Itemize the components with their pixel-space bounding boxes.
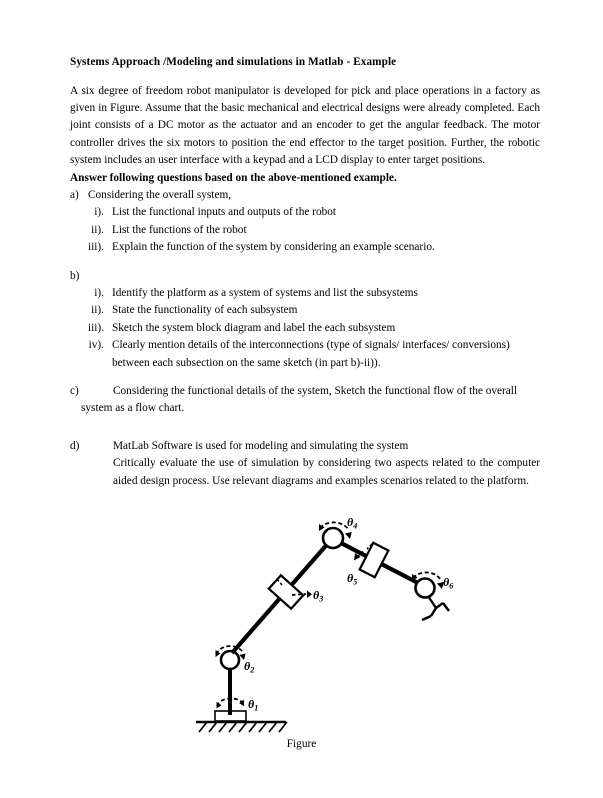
robot-joint-4 — [323, 528, 343, 548]
theta3-subscript: 3 — [319, 594, 324, 604]
section-b-item-list — [70, 285, 540, 372]
list-item-text: Identify the platform as a system of systems and list the subsystems — [112, 287, 418, 300]
section-b — [70, 268, 540, 372]
section-a-item-list — [70, 204, 540, 256]
list-item — [70, 222, 540, 239]
list-item — [70, 337, 540, 372]
list-item — [70, 302, 540, 319]
section-a — [70, 187, 540, 257]
theta4-subscript: 4 — [353, 521, 358, 531]
theta2-subscript: 2 — [250, 665, 255, 675]
list-item-number: ii). — [91, 304, 104, 317]
theta1-label: $\theta_1$ — [248, 697, 259, 713]
theta5-label: $\theta_5$ — [347, 571, 358, 587]
figure-caption: Figure — [286, 738, 317, 750]
theta4-label: $\theta_4$ — [347, 515, 358, 531]
section-c — [70, 383, 540, 418]
list-item-text: Sketch the system block diagram and label the each subsystem — [112, 321, 396, 334]
list-item-number: i). — [94, 206, 104, 219]
section-b-letter: b) — [70, 269, 80, 282]
robot-joint-5-block — [360, 543, 389, 577]
spacer — [70, 418, 540, 438]
document-body — [70, 55, 540, 490]
section-d-heading-text: MatLab Software is used for modeling and simulating the system — [113, 439, 409, 452]
list-item — [70, 239, 540, 256]
list-item-number: iii). — [87, 321, 104, 334]
theta2-label: $\theta_2$ — [244, 659, 255, 675]
robot-joint-6 — [416, 579, 435, 598]
spacer — [70, 257, 540, 268]
intro-paragraph: A six degree of freedom robot manipulator is developed for pick and place operations in a factory as given in Figure. Assume that the basic mechanical and electrical designs were already completed. Each joint consists of a DC motor as the actuator and an encoder to get the angular feedback. The motor controller drives the six motors to position the end effector to the target position. Further, the robotic system includes an user interface with a keypad and a LCD display to enter target positions. — [70, 84, 540, 167]
section-c-heading — [70, 383, 540, 400]
section-c-heading-text: Considering the functional details of the system, Sketch the functional flow of the overall — [113, 385, 518, 398]
section-b-heading — [70, 268, 540, 285]
robot-gripper-icon — [422, 596, 449, 620]
list-item — [70, 320, 540, 337]
theta1-subscript: 1 — [254, 703, 259, 713]
robot-arm-diagram — [0, 500, 603, 750]
robot-figure — [0, 500, 603, 798]
section-d-heading — [70, 438, 540, 455]
section-d — [70, 438, 540, 490]
list-item-text — [112, 337, 540, 372]
robot-joint-2 — [221, 651, 239, 669]
section-a-heading — [70, 187, 540, 204]
list-item-number: i). — [94, 287, 104, 300]
theta3-label: $\theta_3$ — [313, 588, 324, 604]
theta5-subscript: 5 — [353, 577, 358, 587]
list-item-text: State the functionality of each subsystem — [112, 304, 298, 317]
answer-instruction: Answer following questions based on the above-mentioned example. — [70, 171, 397, 184]
section-d-letter: d) — [70, 439, 80, 452]
list-item-text-line2: between each subsection on the same sketch (in part b)-ii)). — [112, 356, 381, 369]
list-item — [70, 285, 540, 302]
section-a-heading-text: Considering the overall system, — [88, 189, 232, 201]
spacer — [70, 372, 540, 383]
section-d-body: Critically evaluate the use of simulation by considering two aspects related to the computer aided design process. Use relevant diagrams and examples scenarios related to the platform. — [113, 457, 540, 487]
list-item-text: List the functions of the robot — [112, 223, 247, 236]
list-item-text-line1: Clearly mention details of the interconnections (type of signals/ interfaces/ conversions) — [112, 339, 510, 352]
section-a-letter: a) — [70, 189, 79, 201]
page-title: Systems Approach /Modeling and simulations in Matlab - Example — [70, 56, 397, 68]
section-c-letter: c) — [70, 385, 79, 398]
ground-hatching-icon — [196, 722, 287, 732]
list-item-text: List the functional inputs and outputs of the robot — [112, 206, 337, 219]
theta6-label: $\theta_6$ — [443, 575, 454, 591]
list-item-number: iv). — [88, 339, 104, 352]
list-item-number: ii). — [91, 223, 104, 236]
list-item-number: iii). — [87, 241, 104, 254]
theta6-subscript: 6 — [449, 581, 454, 591]
list-item-text: Explain the function of the system by considering an example scenario. — [112, 241, 435, 254]
section-c-continuation: system as a flow chart. — [81, 402, 185, 415]
list-item — [70, 204, 540, 221]
